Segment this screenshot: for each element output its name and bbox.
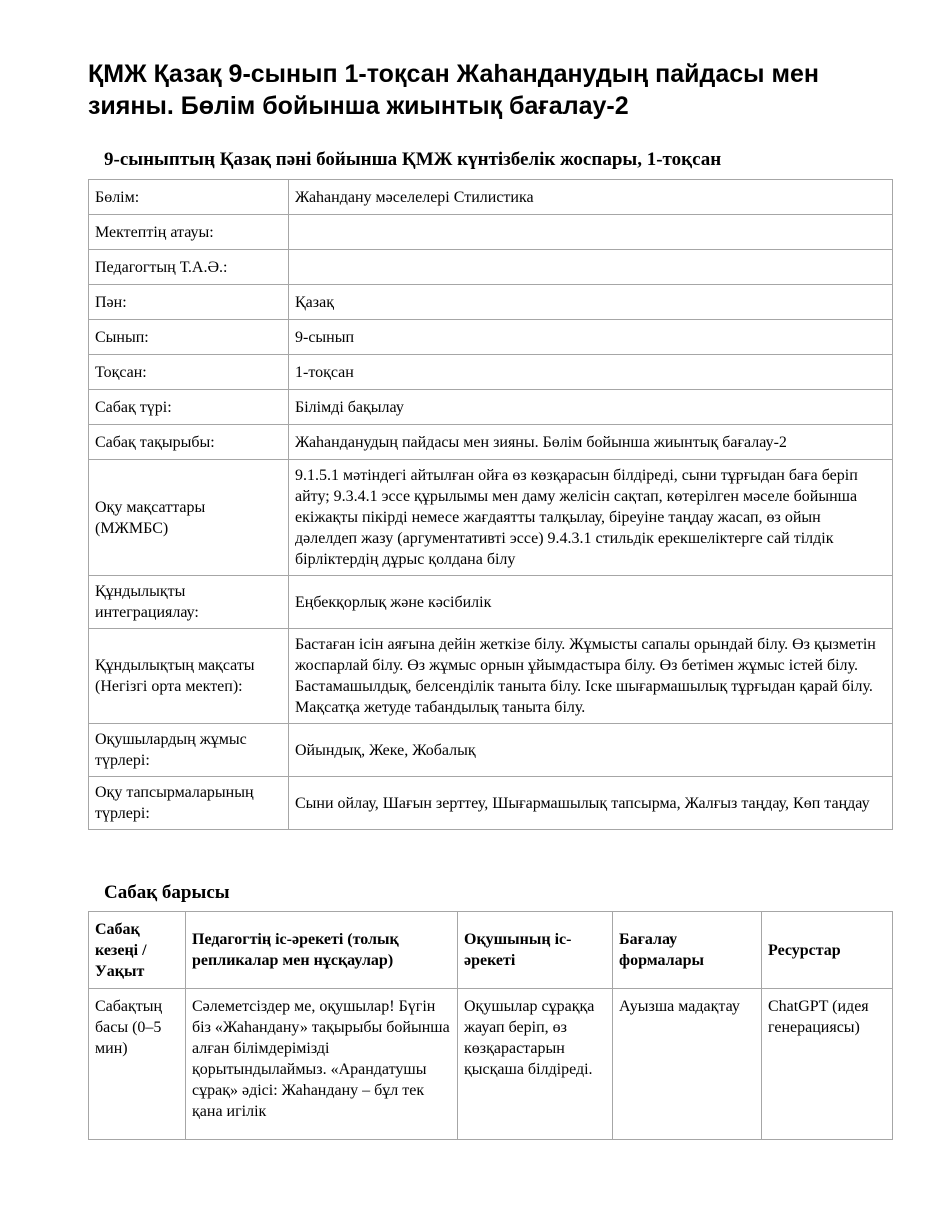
info-row-task-types xyxy=(89,777,893,830)
info-row-lesson-type xyxy=(89,390,893,425)
table-row xyxy=(89,989,893,1140)
info-label: Сабақ түрі: xyxy=(89,390,289,425)
lesson-progress-heading: Сабақ барысы xyxy=(104,882,230,903)
info-label: Құндылықтың мақсаты (Негізгі орта мектеп): xyxy=(89,629,289,724)
header-teacher-activity: Педагогтің іс-әрекеті (толық репликалар мен нұсқаулар) xyxy=(186,912,458,989)
info-label: Сынып: xyxy=(89,320,289,355)
info-row-subject xyxy=(89,285,893,320)
info-row-section xyxy=(89,180,893,215)
info-row-learning-objectives xyxy=(89,460,893,576)
info-row-teacher xyxy=(89,250,893,285)
header-resources: Ресурстар xyxy=(762,912,893,989)
info-label: Мектептің атауы: xyxy=(89,215,289,250)
cell-stage-time: Сабақтың басы (0–5 мин) xyxy=(89,989,186,1140)
info-label: Пән: xyxy=(89,285,289,320)
info-value: Жаһандану мәселелері Стилистика xyxy=(289,180,893,215)
header-stage-time: Сабақ кезеңі / Уақыт xyxy=(89,912,186,989)
info-value xyxy=(289,215,893,250)
info-value: Білімді бақылау xyxy=(289,390,893,425)
info-label: Бөлім: xyxy=(89,180,289,215)
document-title: ҚМЖ Қазақ 9-сынып 1-тоқсан Жаһанданудың пайдасы мен зияны. Бөлім бойынша жиынтық бағалау-2 xyxy=(88,60,819,120)
info-value xyxy=(289,250,893,285)
info-value: Ойындық, Жеке, Жобалық xyxy=(289,724,893,777)
info-row-lesson-topic xyxy=(89,425,893,460)
lesson-table-header-row xyxy=(89,912,893,989)
info-label: Оқу тапсырмаларының түрлері: xyxy=(89,777,289,830)
cell-resources: ChatGPT (идея генерациясы) xyxy=(762,989,893,1140)
info-label: Құндылықты интеграциялау: xyxy=(89,576,289,629)
cell-teacher-activity: Сәлеметсіздер ме, оқушылар! Бүгін біз «Жаһандану» тақырыбы бойынша алған білімдерімізді қорытындылаймыз. «Арандатушы сұрақ» әдісі: Жаһандану – бұл тек қана игілік xyxy=(186,989,458,1140)
info-label: Педагогтың Т.А.Ә.: xyxy=(89,250,289,285)
plan-heading: 9-сыныптың Қазақ пәні бойынша ҚМЖ күнтізбелік жоспары, 1-тоқсан xyxy=(104,149,722,170)
header-student-activity: Оқушының іс-әрекеті xyxy=(458,912,613,989)
info-value: Еңбекқорлық және кәсібилік xyxy=(289,576,893,629)
info-label: Тоқсан: xyxy=(89,355,289,390)
info-row-quarter xyxy=(89,355,893,390)
lesson-progress-table xyxy=(88,911,893,1140)
info-value: Қазақ xyxy=(289,285,893,320)
info-row-grade xyxy=(89,320,893,355)
info-value: 9-сынып xyxy=(289,320,893,355)
info-label: Сабақ тақырыбы: xyxy=(89,425,289,460)
header-assessment: Бағалау формалары xyxy=(613,912,762,989)
info-value: Сыни ойлау, Шағын зерттеу, Шығармашылық тапсырма, Жалғыз таңдау, Көп таңдау xyxy=(289,777,893,830)
info-row-value-integration xyxy=(89,576,893,629)
info-value: 9.1.5.1 мәтіндегі айтылған ойға өз көзқарасын білдіреді, сыни тұрғыдан баға беріп айту; 9.3.4.1 эссе құрылымы мен даму желісін сақтап, көтерілген мәселе бойынша екіжақты пікірді немесе жағдаятты талқылау, біреуіне таңдау жасап, өз ойын дәлелдеп жазу (аргументативті эссе) 9.4.3.1 стильдік ерекшеліктерге сай тілдік бірліктердің дұрыс қолдана білу xyxy=(289,460,893,576)
info-value: Бастаған ісін аяғына дейін жеткізе білу. Жұмысты сапалы орындай білу. Өз қызметін жоспарлай білу. Өз жұмыс орнын ұйымдастыра білу. Өз бетімен жұмыс істей білу. Бастамашылдық, белсенділік таныта білу. Іске шығармашылық тұрғыдан қарай білу. Мақсатқа жетуде табандылық таныта білу. xyxy=(289,629,893,724)
lesson-info-table xyxy=(88,179,893,830)
cell-assessment: Ауызша мадақтау xyxy=(613,989,762,1140)
info-row-value-goal xyxy=(89,629,893,724)
info-label: Оқушылардың жұмыс түрлері: xyxy=(89,724,289,777)
cell-student-activity: Оқушылар сұраққа жауап беріп, өз көзқарастарын қысқаша білдіреді. xyxy=(458,989,613,1140)
info-row-work-types xyxy=(89,724,893,777)
info-row-school xyxy=(89,215,893,250)
info-label: Оқу мақсаттары (МЖМБС) xyxy=(89,460,289,576)
info-value: Жаһанданудың пайдасы мен зияны. Бөлім бойынша жиынтық бағалау-2 xyxy=(289,425,893,460)
info-value: 1-тоқсан xyxy=(289,355,893,390)
